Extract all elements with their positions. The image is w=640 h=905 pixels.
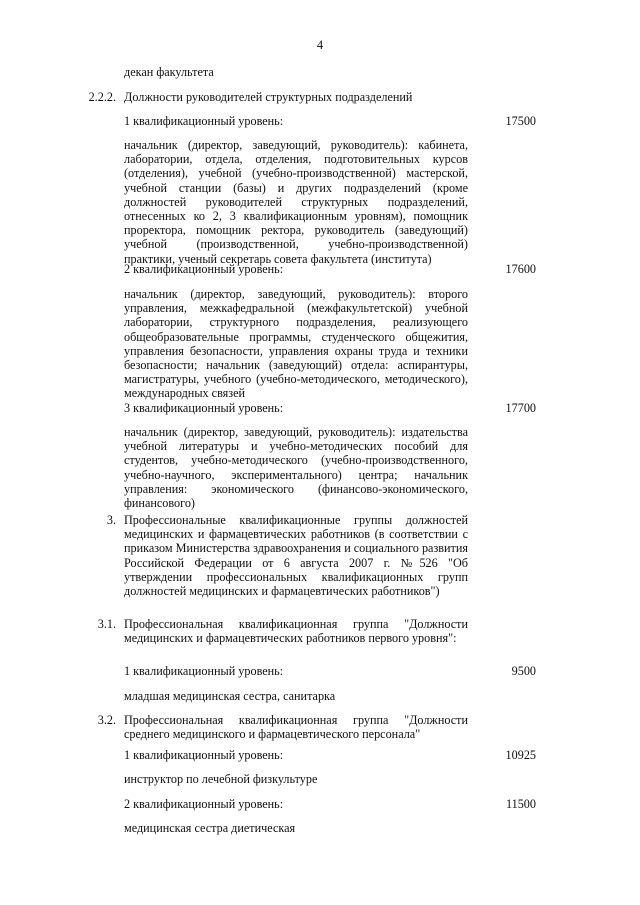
intro-line: декан факультета	[124, 65, 214, 79]
section-3-2-level-1-position: инструктор по лечебной физкультуре	[124, 772, 318, 786]
page-number: 4	[316, 38, 324, 52]
level-1-description: начальник (директор, заведующий, руководитель): кабинета, лаборатории, отдела, отделения, подготовительных курсов (отделения), учебной (учебно-производственной) мастерской, учебной станции (базы) и других подразделений (кроме должностей руководителей структурных подразделений, отнесенных ко 2, 3 квалификационным уровням), помощник проректора, помощник ректора, руководитель (заведующий) учебной (производственной, учебно-производственной) практики, ученый секретарь совета факультета (института)	[124, 138, 468, 266]
level-3-value: 17700	[505, 401, 536, 415]
section-3-2-level-1-value: 10925	[505, 748, 536, 762]
level-1-value: 17500	[505, 114, 536, 128]
section-3-2-level-2-value: 11500	[505, 797, 536, 811]
section-3-2-level-2-position: медицинская сестра диетическая	[124, 821, 296, 835]
section-3-1-position: младшая медицинская сестра, санитарка	[124, 689, 336, 703]
level-3-description: начальник (директор, заведующий, руководитель): издательства учебной литературы и учебно-методических пособий для студентов, учебно-методического (учебно-производственного, учебно-научного, экспериментального) центра; начальник управления: экономического (финансово-экономического, финансового)	[124, 425, 468, 511]
section-3-1-level-label: 1 квалификационный уровень:	[124, 664, 284, 678]
level-2-description: начальник (директор, заведующий, руководитель): второго управления, межкафедральной (межфакультетской) учебной лаборатории, структурного подразделения, реализующего общеобразовательные программы, студенческого общежития, управления безопасности, управления охраны труда и техники безопасности; начальник (заведующий) отдела: аспирантуры, магистратуры, учебного (учебно-методического, методического), международных связей	[124, 287, 468, 401]
section-number-3-1: 3.1.	[97, 617, 116, 631]
level-1-label: 1 квалификационный уровень:	[124, 114, 284, 128]
section-3-2-level-2-label: 2 квалификационный уровень:	[124, 797, 284, 811]
section-3-2-level-1-label: 1 квалификационный уровень:	[124, 748, 284, 762]
section-3-1-level-value: 9500	[511, 664, 536, 678]
section-title-2-2-2: Должности руководителей структурных подразделений	[124, 90, 413, 104]
level-3-label: 3 квалификационный уровень:	[124, 401, 284, 415]
section-3-1-text: Профессиональная квалификационная группа "Должности медицинских и фармацевтических работников первого уровня":	[124, 617, 468, 646]
level-2-value: 17600	[505, 262, 536, 276]
section-3-2-text: Профессиональная квалификационная группа "Должности среднего медицинского и фармацевтического персонала"	[124, 713, 468, 742]
section-number-2-2-2: 2.2.2.	[88, 90, 116, 104]
level-2-label: 2 квалификационный уровень:	[124, 262, 284, 276]
section-number-3-2: 3.2.	[97, 713, 116, 727]
section-number-3: 3.	[106, 513, 116, 527]
section-3-text: Профессиональные квалификационные группы должностей медицинских и фармацевтических работников (в соответствии с приказом Министерства здравоохранения и социального развития Российской Федерации от 6 августа 2007 г. №526 "Об утверждении профессиональных квалификационных групп должностей медицинских и фармацевтических работников")	[124, 513, 468, 599]
